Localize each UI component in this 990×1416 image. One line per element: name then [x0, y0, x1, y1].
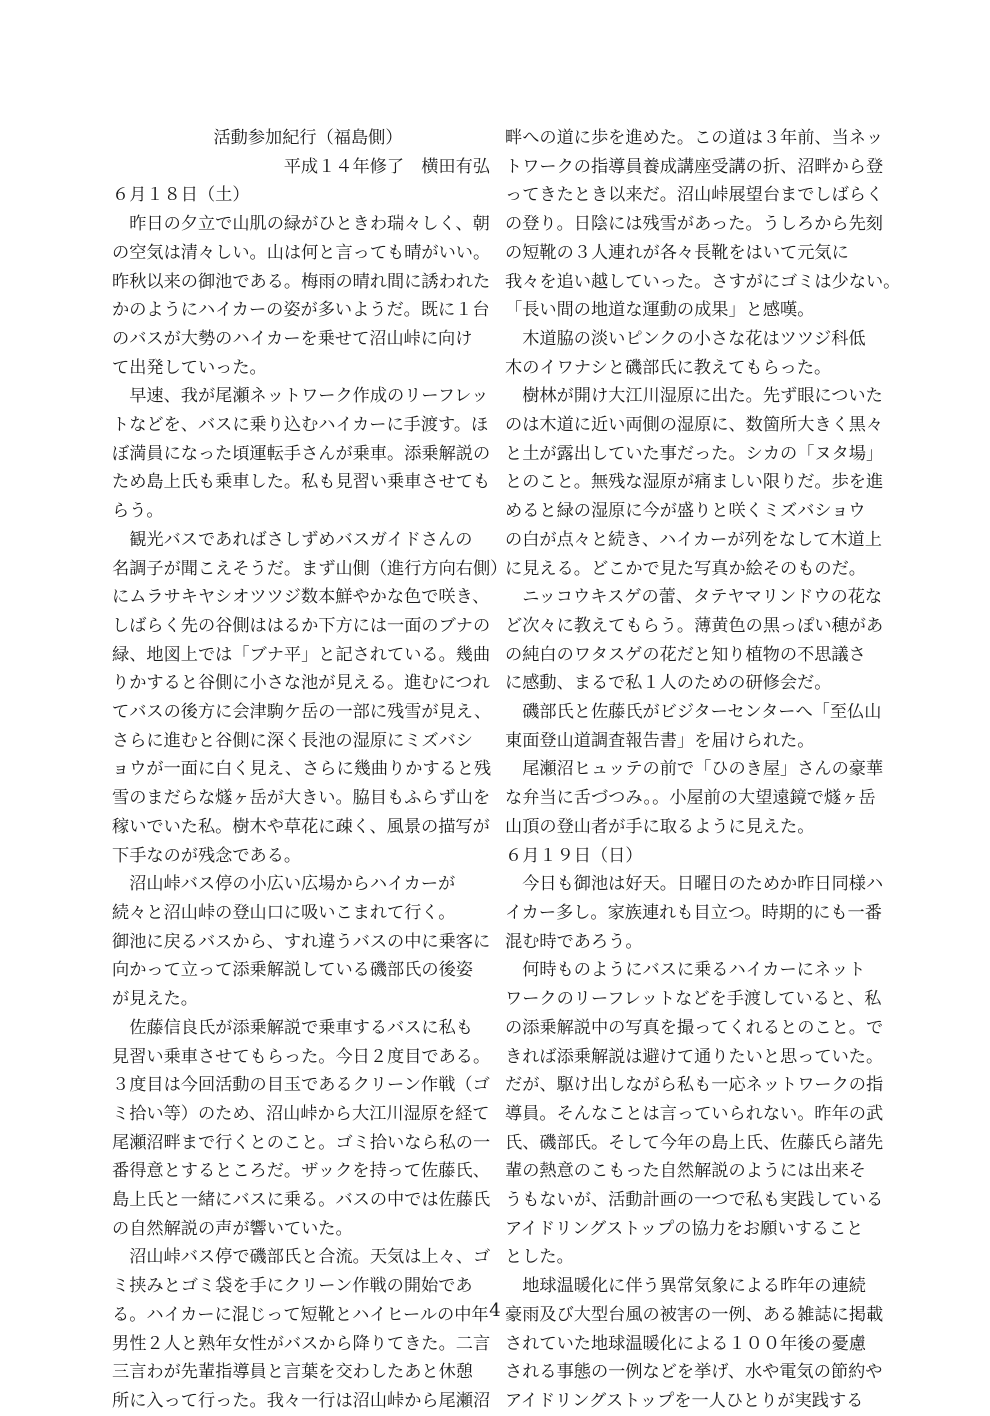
text-line: 三言わが先輩指導員と言葉を交わしたあと休憩 — [112, 1362, 473, 1383]
text-line: アイドリングストップの協力をお願いすること — [505, 1218, 864, 1239]
text-line: 樹林が開け大江川湿原に出た。先ず眼についた — [505, 386, 883, 407]
text-line: 番得意とするところだ。ザックを持って佐藤氏、 — [112, 1161, 490, 1182]
text-line: ってきたとき以来だ。沼山峠展望台までしばらく — [505, 185, 884, 206]
text-line: 「長い間の地道な運動の成果」と感嘆。 — [505, 300, 815, 321]
text-line: うもないが、活動計画の一つで私も実践している — [505, 1190, 884, 1211]
text-line: 向かって立って添乗解説している磯部氏の後姿 — [112, 960, 473, 981]
text-line: に見える。どこかで見た写真か絵そのものだ。 — [505, 558, 866, 579]
left-column — [112, 124, 508, 1416]
page-number: 4 — [489, 1300, 501, 1321]
text-line: ６月１９日（日） — [505, 845, 643, 866]
text-line: 緑、地図上では「ブナ平」と記されている。幾曲 — [112, 644, 491, 665]
text-line: の添乗解説中の写真を撮ってくれるとのこと。で — [505, 1017, 884, 1038]
text-line: ニッコウキスゲの蕾、タテヤマリンドウの花な — [505, 587, 883, 608]
text-line: さらに進むと谷側に深く長池の湿原にミズバシ — [112, 730, 473, 751]
text-line: な弁当に舌づつみ。。小屋前の大望遠鏡で燧ヶ岳 — [505, 788, 876, 809]
text-line: ミ拾い等）のため、沼山峠から大江川湿原を経て — [112, 1103, 490, 1124]
text-line: かのようにハイカーの姿が多いようだ。既に１台 — [112, 300, 490, 321]
text-line: 畔への道に歩を進めた。この道は３年前、当ネッ — [505, 128, 884, 148]
text-line: きれば添乗解説は避けて通りたいと思っていた。 — [505, 1046, 884, 1067]
text-line: ど次々に教えてもらう。薄黄色の黒っぽい穂があ — [505, 615, 884, 636]
text-line: アイドリングストップを一人ひとりが実践する — [505, 1390, 864, 1411]
text-line: 稼いでいた私。樹木や草花に疎く、風景の描写が — [112, 816, 490, 837]
text-line: トワークの指導員養成講座受講の折、沼畔から登 — [505, 156, 884, 177]
text-line: 我々を追い越していった。さすがにゴミは少ない。 — [505, 271, 901, 292]
text-line: 氏、磯部氏。そして今年の島上氏、佐藤氏ら諸先 — [505, 1132, 884, 1153]
text-line: イカー多し。家族連れも目立つ。時期的にも一番 — [505, 902, 882, 923]
text-line: る。ハイカーに混じって短靴とハイヒールの中年 — [112, 1304, 489, 1325]
text-line: ６月１８日（土） — [112, 185, 250, 206]
text-line: の短靴の３人連れが各々長靴をはいて元気に — [505, 242, 849, 263]
text-line: めると緑の湿原に今が盛りと咲くミズバショウ — [505, 501, 866, 522]
text-line: 雪のまだらな燧ヶ岳が大きい。脇目もふらず山を — [112, 788, 491, 809]
text-line: 島上氏と一緒にバスに乗る。バスの中では佐藤氏 — [112, 1190, 491, 1211]
text-line: 木道脇の淡いピンクの小さな花はツツジ科低 — [505, 328, 866, 349]
text-line: 所に入って行った。我々一行は沼山峠から尾瀬沼 — [112, 1390, 491, 1411]
text-line: の自然解説の声が響いていた。 — [112, 1218, 353, 1239]
text-line: 磯部氏と佐藤氏がビジターセンターへ「至仏山 — [505, 702, 882, 723]
right-column — [505, 124, 901, 1416]
text-line: のバスが大勢のハイカーを乗せて沼山峠に向け — [112, 328, 473, 349]
text-line: されていた地球温暖化による１００年後の憂慮 — [505, 1333, 866, 1354]
text-line: に感動、まるで私１人のための研修会だ。 — [505, 673, 832, 694]
text-line: の空気は清々しい。山は何と言っても晴がいい。 — [112, 242, 491, 263]
text-line: 続々と沼山峠の登山口に吸いこまれて行く。 — [112, 902, 456, 923]
text-line: 混む時であろう。 — [505, 931, 643, 952]
text-line: 輩の熱意のこもった自然解説のようには出来そ — [505, 1161, 866, 1182]
text-line: 昨秋以来の御池である。梅雨の晴れ間に誘われた — [112, 271, 491, 292]
text-line: の白が点々と続き、ハイカーが列をなして木道上 — [505, 529, 882, 550]
text-line: しばらく先の谷側ははるか下方には一面のブナの — [112, 615, 491, 636]
text-line: 今日も御池は好天。日曜日のためか昨日同様ハ — [505, 874, 884, 895]
text-line: 豪雨及び大型台風の被害の一例、ある雑誌に掲載 — [505, 1304, 884, 1325]
text-line: 見習い乗車させてもらった。今日２度目である。 — [112, 1046, 491, 1067]
text-line: ョウが一面に白く見え、さらに幾曲りかすると残 — [112, 759, 492, 780]
article-author: 平成１４年修了 横田有弘 — [283, 156, 490, 177]
text-line: される事態の一例などを挙げ、水や電気の節約や — [505, 1362, 883, 1383]
text-line: て出発していった。 — [112, 357, 267, 378]
text-line: 名調子が聞こえそうだ。まず山側（進行方向右側） — [112, 558, 508, 579]
text-line: にムラサキヤシオツツジ数本鮮やかな色で咲き、 — [112, 587, 490, 608]
text-line: と土が露出していた事だった。シカの「ヌタ場」 — [505, 443, 884, 464]
text-line: らう。 — [112, 501, 164, 522]
text-line: 観光バスであればさしずめバスガイドさんの — [112, 529, 473, 550]
text-line: 沼山峠バス停の小広い広場からハイカーが — [112, 874, 456, 895]
text-line: 山頂の登山者が手に取るように見えた。 — [505, 816, 815, 837]
text-line: ぼ満員になった頃運転手さんが乗車。添乗解説の — [112, 443, 491, 464]
text-line: 東面登山道調査報告書」を届けられた。 — [505, 730, 815, 751]
text-line: 沼山峠バス停で磯部氏と合流。天気は上々、ゴ — [112, 1247, 491, 1268]
text-line: ワークのリーフレットなどを手渡していると、私 — [505, 989, 882, 1010]
text-line: ため島上氏も乗車した。私も見習い乗車させても — [112, 472, 491, 493]
text-line: ３度目は今回活動の目玉であるクリーン作戦（ゴ — [112, 1075, 490, 1096]
text-line: りかすると谷側に小さな池が見える。進むにつれ — [112, 673, 490, 694]
text-line: 尾瀬沼畔まで行くとのこと。ゴミ拾いなら私の一 — [112, 1132, 491, 1153]
text-line: の登り。日陰には残雪があった。うしろから先刻 — [505, 214, 883, 235]
text-line: 御池に戻るバスから、すれ違うバスの中に乗客に — [112, 931, 491, 952]
text-line: 昨日の夕立で山肌の緑がひときわ瑞々しく、朝 — [112, 214, 490, 235]
text-line: 地球温暖化に伴う異常気象による昨年の連続 — [505, 1276, 866, 1297]
text-line: が見えた。 — [112, 989, 198, 1010]
text-line: 導員。そんなことは言っていられない。昨年の武 — [505, 1103, 884, 1124]
text-line: 尾瀬沼ヒュッテの前で「ひのき屋」さんの豪華 — [505, 759, 884, 780]
text-line: とした。 — [505, 1247, 574, 1268]
text-line: トなどを、バスに乗り込むハイカーに手渡す。ほ — [112, 415, 489, 436]
text-line: 早速、我が尾瀬ネットワーク作成のリーフレッ — [112, 386, 489, 407]
article-title: 活動参加紀行（福島側） — [213, 128, 403, 148]
text-line: 佐藤信良氏が添乗解説で乗車するバスに私も — [112, 1017, 473, 1038]
text-line: 何時ものようにバスに乗るハイカーにネット — [505, 960, 866, 981]
text-line: 木のイワナシと磯部氏に教えてもらった。 — [505, 357, 832, 378]
text-line: 下手なのが残念である。 — [112, 845, 302, 866]
text-line: てバスの後方に会津駒ケ岳の一部に残雪が見え、 — [112, 702, 492, 723]
text-line: だが、駆け出しながら私も一応ネットワークの指 — [505, 1075, 884, 1096]
text-line: ミ挟みとゴミ袋を手にクリーン作戦の開始であ — [112, 1276, 473, 1297]
text-line: とのこと。無残な湿原が痛ましい限りだ。歩を進 — [505, 472, 884, 493]
text-line: の純白のワタスゲの花だと知り植物の不思議さ — [505, 644, 866, 665]
text-line: のは木道に近い両側の湿原に、数箇所大きく黒々 — [505, 415, 884, 436]
text-line: 男性２人と熟年女性がバスから降りてきた。二言 — [112, 1333, 491, 1354]
